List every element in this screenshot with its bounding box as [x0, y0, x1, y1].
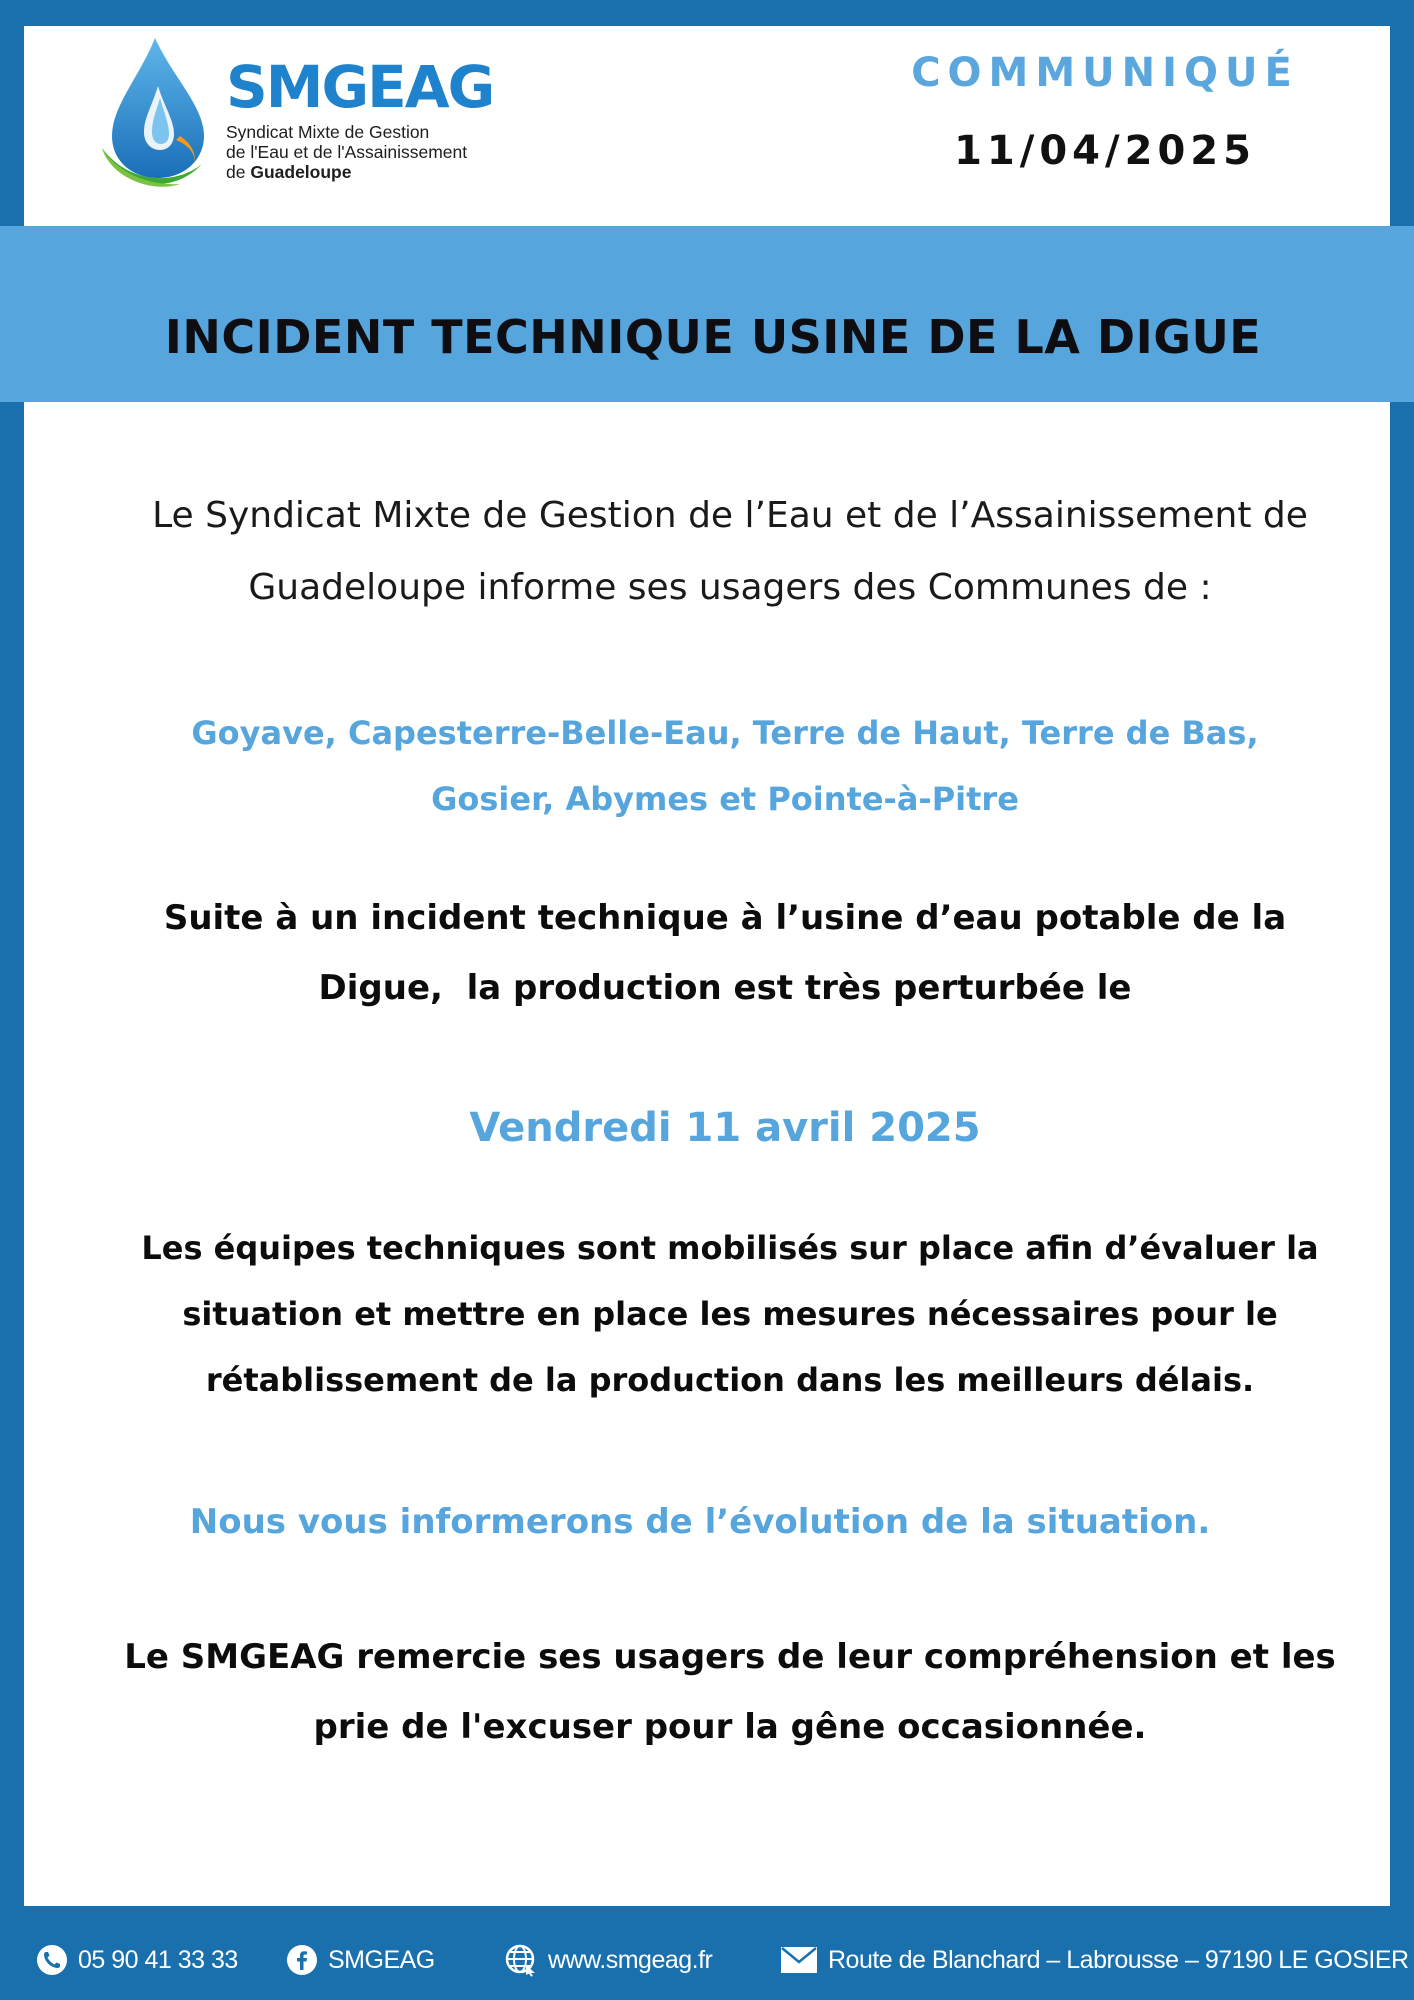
footer-website[interactable]: [504, 1938, 712, 1982]
update-notice: Nous vous informerons de l’évolution de la situation.: [189, 1502, 1211, 1542]
logo-subtitle: [226, 122, 526, 182]
teams-paragraph: [80, 1215, 1380, 1413]
thanks-line: prie de l'excuser pour la gêne occasionnée.: [313, 1707, 1147, 1747]
smgeag-logo: [100, 36, 520, 196]
communique-label: COMMUNIQUÉ: [911, 50, 1299, 96]
logo-subtitle-line: Syndicat Mixte de Gestion: [226, 122, 430, 142]
intro-line: Guadeloupe informe ses usagers des Communes de :: [248, 567, 1212, 608]
incident-paragraph: [90, 883, 1360, 1023]
mail-icon: [780, 1946, 818, 1974]
teams-line: Les équipes techniques sont mobilisés sur place afin d’évaluer la: [141, 1229, 1319, 1267]
footer-phone[interactable]: [36, 1938, 238, 1982]
intro-paragraph: [90, 480, 1370, 624]
footer-phone-text: 05 90 41 33 33: [78, 1945, 238, 1974]
communes-line: Gosier, Abymes et Pointe-à-Pitre: [431, 780, 1019, 818]
water-drop-logo-icon: [100, 36, 210, 196]
logo-subtitle-bold: Guadeloupe: [250, 162, 352, 182]
globe-icon: [504, 1943, 538, 1977]
phone-icon: [36, 1944, 68, 1976]
communes-line: Goyave, Capesterre-Belle-Eau, Terre de Haut, Terre de Bas,: [191, 714, 1259, 752]
incident-line: Suite à un incident technique à l’usine d’eau potable de la: [163, 898, 1287, 938]
incident-date: Vendredi 11 avril 2025: [469, 1105, 981, 1151]
communes-list: [90, 700, 1360, 832]
logo-subtitle-line: [226, 162, 526, 182]
footer-facebook[interactable]: [286, 1938, 435, 1982]
footer-website-text: www.smgeag.fr: [548, 1945, 713, 1974]
footer-address: [780, 1938, 1409, 1982]
page-title: INCIDENT TECHNIQUE USINE DE LA DIGUE: [164, 310, 1262, 364]
logo-subtitle-line: de l'Eau et de l'Assainissement: [226, 142, 468, 162]
thanks-line: Le SMGEAG remercie ses usagers de leur compréhension et les: [124, 1637, 1336, 1677]
footer-address-text: Route de Blanchard – Labrousse – 97190 LE GOSIER: [828, 1945, 1409, 1974]
logo-name: SMGEAG: [226, 53, 494, 121]
logo-subtitle-prefix: de: [226, 162, 246, 182]
thanks-paragraph: [70, 1622, 1390, 1762]
teams-line: situation et mettre en place les mesures nécessaires pour le: [182, 1295, 1278, 1333]
intro-line: Le Syndicat Mixte de Gestion de l’Eau et de l’Assainissement de: [152, 495, 1308, 536]
incident-line: Digue, la production est très perturbée le: [318, 968, 1132, 1008]
facebook-icon: [286, 1944, 318, 1976]
footer-facebook-text: SMGEAG: [328, 1945, 435, 1974]
teams-line: rétablissement de la production dans les meilleurs délais.: [205, 1361, 1255, 1399]
communique-date: 11/04/2025: [954, 128, 1256, 174]
